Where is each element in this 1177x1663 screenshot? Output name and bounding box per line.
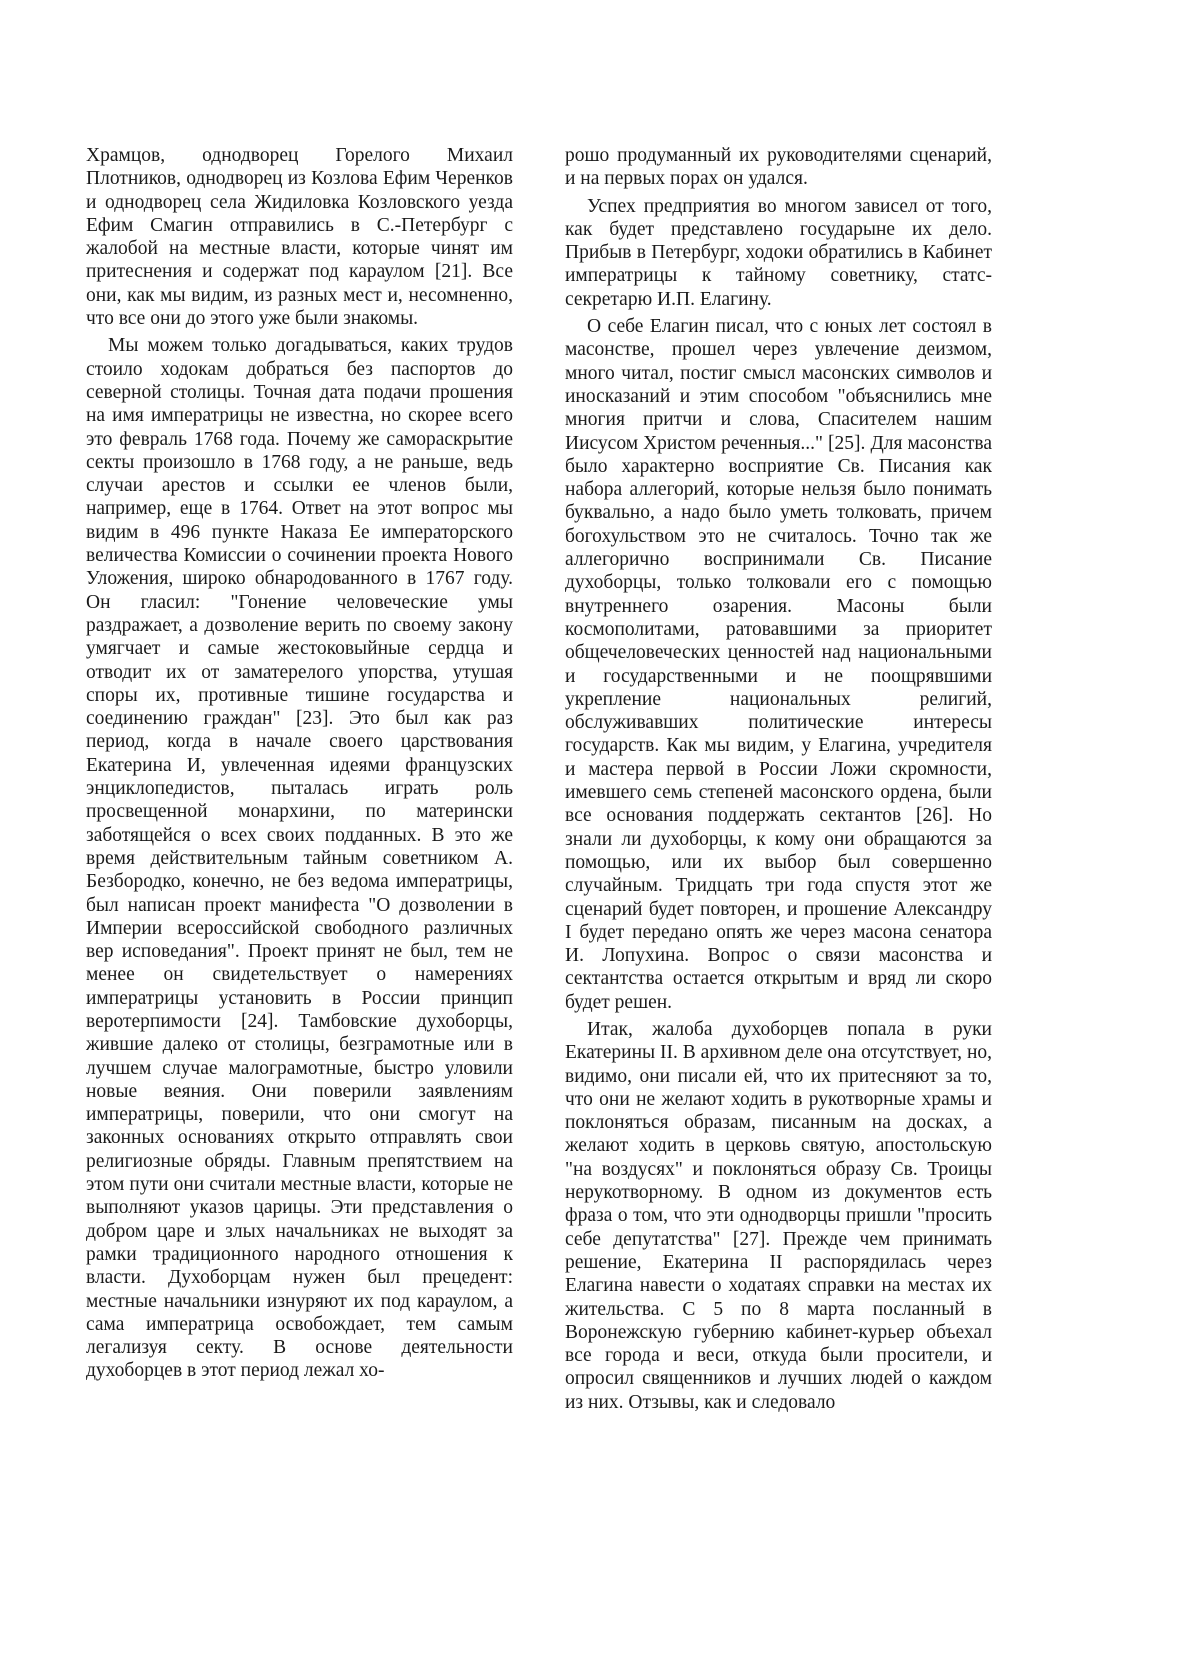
paragraph: Успех предприятия во многом зависел от того, как будет представлено государыне их дело. Прибыв в Петербург, ходоки обратились в Кабинет императрицы к тайному советнику, статс-секретарю И.П. Елагину. (565, 195, 992, 310)
paragraph-continued: рошо продуманный их руководителями сценарий, и на первых порах он удался. (565, 145, 992, 190)
paragraph-continued: Храмцов, однодворец Горелого Михаил Плотников, однодворец из Козлова Ефим Черенков и однодворец села Жидиловка Козловского уезда Ефим Смагин отправились в С.-Петербург с жалобой на местные власти, которые чинят им притеснения и содержат под караулом [21]. Все они, как мы видим, из разных мест и, несомненно, что все они до этого уже были знакомы. (86, 145, 513, 330)
left-text-column (86, 144, 513, 1383)
paragraph: Мы можем только догадываться, каких трудов стоило ходокам добраться без паспортов до северной столицы. Точная дата подачи прошения на имя императрицы не известна, но скорее всего это февраль 1768 года. Почему же самораскрытие секты произошло в 1768 году, а не раньше, ведь случаи арестов и ссылки ее членов были, например, еще в 1764. Ответ на этот вопрос мы видим в 496 пункте Наказа Ее императорского величества Комиссии о сочинении проекта Нового Уложения, широко обнародованного в 1767 году. Он гласил: "Гонение человеческие умы раздражает, а дозволение верить по своему закону умягчает и самые жестоковыйные сердца и отводит их от заматерелого упорства, утушая споры их, противные тишине государства и соединению граждан" [23]. Это был как раз период, когда в начале своего царствования Екатерина И, увлеченная идеями французских энциклопедистов, пыталась играть роль просвещенной монархини, по матерински заботящейся о всех своих подданных. В это же время действительным тайным советником А. Безбородко, конечно, не без ведома императрицы, был написан проект манифеста "О дозволении в Империи всероссийской свободного различных вер исповедания". Проект принят не был, тем не менее он свидетельствует о намерениях императрицы установить в России принцип веротерпимости [24]. Тамбовские духоборцы, жившие далеко от столицы, безграмотные или в лучшем случае малограмотные, быстро уловили новые веяния. Они поверили заявлениям императрицы, поверили, что они смогут на законных основаниях открыто отправлять свои религиозные обряды. Главным препятствием на этом пути они считали местные власти, которые не выполняют указов царицы. Эти представления о добром царе и злых начальниках не выходят за рамки традиционного народного отношения к власти. Духоборцам нужен был прецедент: местные начальники изнуряют их под караулом, а сама императрица освобождает, тем самым легализуя секту. В основе деятельности духоборцев в этот период лежал хо- (86, 335, 513, 1382)
right-text-column (565, 144, 992, 1414)
paragraph: О себе Елагин писал, что с юных лет состоял в масонстве, прошел через увлечение деизмом, много читал, постиг смысл масонских символов и иносказаний и этим способом "объяснились мне многия притчи и слова, Спасителем нашим Иисусом Христом реченныя..." [25]. Для масонства было характерно восприятие Св. Писания как набора аллегорий, которые нельзя было понимать буквально, а надо было уметь толковать, причем богохульством это не считалось. Точно так же аллегорично воспринимали Св. Писание духоборцы, только толковали его с помощью внутреннего озарения. Масоны были космополитами, ратовавшими за приоритет общечеловеческих ценностей над национальными и государственными и не поощрявшими укрепление национальных религий, обслуживавших политические интересы государств. Как мы видим, у Елагина, учредителя и мастера первой в России Ложи скромности, имевшего семь степеней масонского ордена, были все основания поддержать сектантов [26]. Но знали ли духоборцы, к кому они обращаются за помощью, или их выбор был совершенно случайным. Тридцать три года спустя этот же сценарий будет повторен, и прошение Александру I будет передано опять же через масона сенатора И. Лопухина. Вопрос о связи масонства и сектантства остается открытым и вряд ли скоро будет решен. (565, 316, 992, 1013)
paragraph: Итак, жалоба духоборцев попала в руки Екатерины II. В архивном деле она отсутствует, но, видимо, они писали ей, что их притесняют за то, что они не желают ходить в рукотворные храмы и поклоняться образам, писанным на досках, а желают ходить в церковь святую, апостольскую "на воздусях" и поклоняться образу Св. Троицы нерукотворному. В одном из документов есть фраза о том, что эти однодворцы пришли "просить себе депутатства" [27]. Прежде чем принимать решение, Екатерина II распорядилась через Елагина навести о ходатаях справки на местах их жительства. С 5 по 8 марта посланный в Воронежскую губернию кабинет-курьер объехал все города и веси, откуда были просители, и опросил священников и лучших людей о каждом из них. Отзывы, как и следовало (565, 1018, 992, 1413)
